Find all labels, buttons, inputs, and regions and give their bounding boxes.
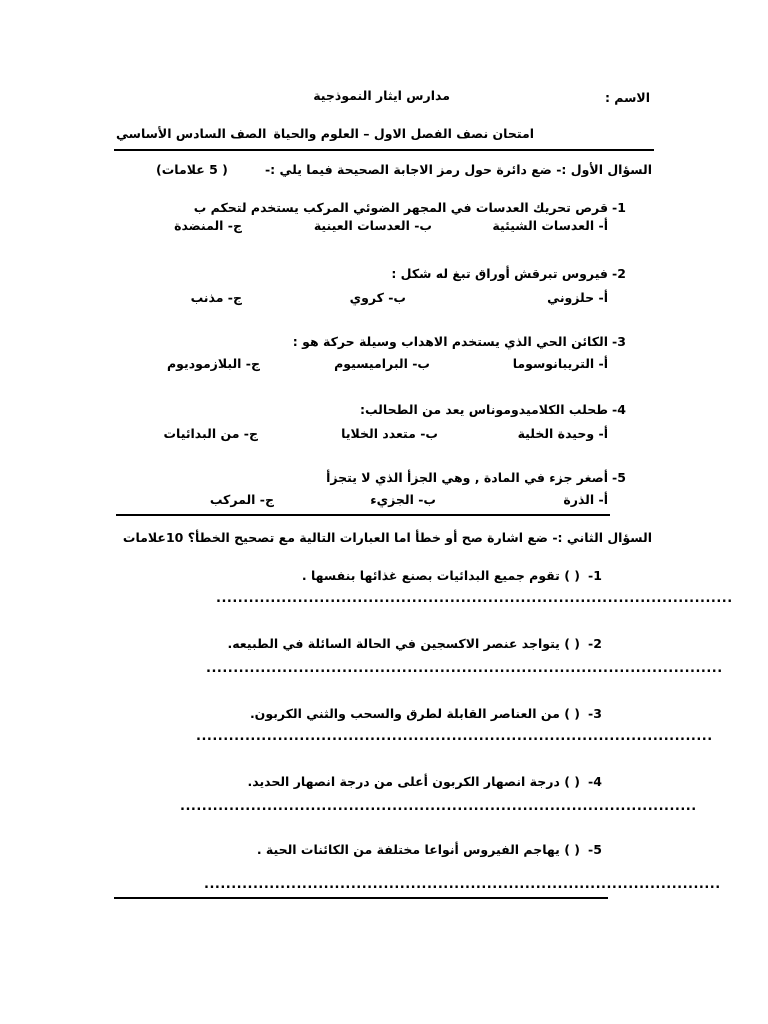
q2-answer-line: ............................................................................................... bbox=[196, 729, 713, 744]
q1-option-a: أ- العدسات الشيئية bbox=[492, 218, 608, 233]
q1-item-number: -3 bbox=[612, 334, 626, 349]
q2-item-number: -5 bbox=[588, 842, 602, 857]
q2-item-number: -4 bbox=[588, 774, 602, 789]
q2-item-number: -2 bbox=[588, 636, 602, 651]
q2-answer-line: ............................................................................................... bbox=[180, 799, 697, 814]
q1-option-a: أ- حلزوني bbox=[547, 290, 608, 305]
q2-title: السؤال الثاني :- ضع اشارة صح أو خطأ اما العبارات التالية مع تصحيح الخطأ؟ 10علامات bbox=[122, 530, 652, 545]
q2-item-number: -1 bbox=[588, 568, 602, 583]
q2-item-text: ( ) تقوم جميع البدائيات بصنع غذائها بنفسها . bbox=[301, 568, 580, 583]
q1-item-text: الكائن الحي الذي يستخدم الاهداب وسيلة حركة هو : bbox=[292, 334, 608, 349]
q1-option-c: ج- من البدائيات bbox=[163, 426, 258, 441]
q1-option-c: ج- المنضدة bbox=[174, 218, 242, 233]
q2-answer-line: ............................................................................................... bbox=[216, 591, 733, 606]
q1-option-c: ج- البلازموديوم bbox=[167, 356, 260, 371]
header-divider bbox=[114, 149, 654, 151]
q1-option-c: ج- المركب bbox=[209, 492, 274, 507]
q2-divider bbox=[114, 897, 608, 899]
exam-title: امتحان نصف الفصل الاول – العلوم والحياة bbox=[273, 126, 534, 141]
q1-option-b: ب- كروي bbox=[349, 290, 406, 305]
q2-item-text: ( ) درجة انصهار الكربون أعلى من درجة انصهار الحديد. bbox=[247, 774, 580, 789]
q1-option-b: ب- متعدد الخلايا bbox=[341, 426, 438, 441]
q1-option-b: ب- البراميسيوم bbox=[334, 356, 430, 371]
q1-item-number: -4 bbox=[612, 402, 626, 417]
q1-title: السؤال الأول :- ضع دائرة حول رمز الاجابة الصحيحة فيما يلي :- bbox=[264, 162, 652, 177]
q2-item-number: -3 bbox=[588, 706, 602, 721]
q2-item-text: ( ) من العناصر القابلة لطرق والسحب والثني الكربون. bbox=[249, 706, 580, 721]
q1-item-number: -2 bbox=[612, 266, 626, 281]
grade-label: الصف السادس الأساسي bbox=[116, 126, 267, 141]
q2-item-text: ( ) يتواجد عنصر الاكسجين في الحالة السائلة في الطبيعه. bbox=[227, 636, 580, 651]
q1-option-a: أ- وحيدة الخلية bbox=[517, 426, 608, 441]
q1-marks: ( 5 علامات) bbox=[156, 162, 228, 177]
name-label: الاسم : bbox=[604, 90, 650, 105]
q1-divider bbox=[116, 514, 610, 516]
q1-option-a: أ- الذرة bbox=[563, 492, 608, 507]
q1-item-number: -1 bbox=[612, 200, 626, 215]
q1-item-number: -5 bbox=[612, 470, 626, 485]
q1-option-b: ب- الجزيء bbox=[370, 492, 436, 507]
q1-item-text: فيروس تبرقش أوراق تبغ له شكل : bbox=[391, 266, 608, 281]
q1-item-text: طحلب الكلاميدوموناس يعد من الطحالب: bbox=[359, 402, 608, 417]
school-name: مدارس ايثار النموذجية bbox=[313, 88, 450, 103]
q2-answer-line: ............................................................................................... bbox=[204, 877, 721, 892]
q2-item-text: ( ) يهاجم الفيروس أنواعا مختلفة من الكائنات الحية . bbox=[256, 842, 580, 857]
q2-answer-line: ............................................................................................... bbox=[206, 661, 723, 676]
q1-option-a: أ- التريبانوسوما bbox=[512, 356, 608, 371]
q1-item-text: أصغر جزء في المادة , وهي الجزأ الذي لا يتجزأ bbox=[326, 470, 608, 485]
q1-option-c: ج- مذنب bbox=[190, 290, 242, 305]
q1-option-b: ب- العدسات العينية bbox=[313, 218, 432, 233]
q1-item-text: قرص تحريك العدسات في المجهر الضوئي المركب يستخدم لتحكم ب bbox=[193, 200, 608, 215]
